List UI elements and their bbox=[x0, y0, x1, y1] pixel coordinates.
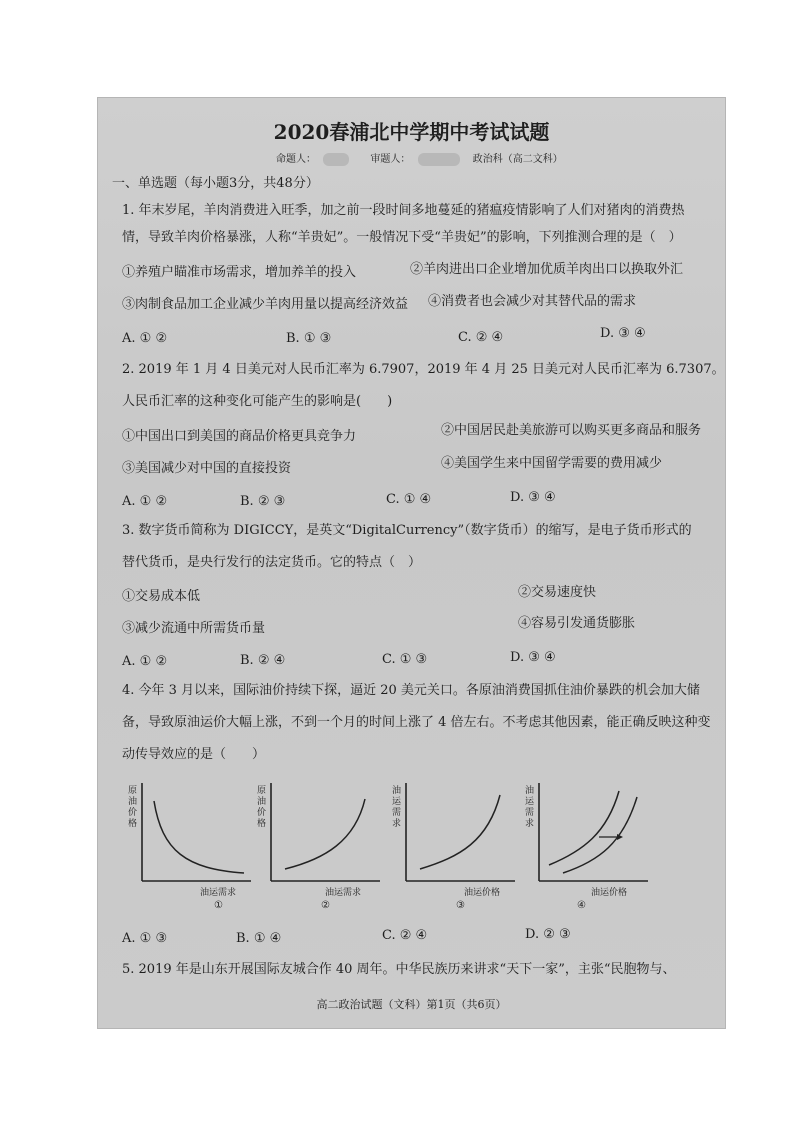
q4-choice-c: C. ② ④ bbox=[382, 928, 428, 943]
graph-4-ylabel-c1: 油 bbox=[525, 786, 535, 796]
graph-3-number: ③ bbox=[456, 900, 465, 911]
q2-option-2: ②中国居民赴美旅游可以购买更多商品和服务 bbox=[441, 423, 702, 438]
graph-2-ylabel-c4: 格 bbox=[257, 819, 267, 829]
graph-2-xlabel: 油运需求 bbox=[325, 888, 362, 898]
q1-option-2: ②羊肉进出口企业增加优质羊肉出口以换取外汇 bbox=[410, 262, 684, 277]
graph-4-ylabel-c2: 运 bbox=[525, 797, 535, 807]
q2-option-3: ③美国减少对中国的直接投资 bbox=[122, 461, 292, 476]
graph-4-ylabel-c4: 求 bbox=[525, 819, 535, 829]
q1-option-1: ①养殖户瞄准市场需求，增加养羊的投入 bbox=[122, 265, 357, 280]
q2-choice-a: A. ① ② bbox=[122, 494, 168, 509]
q4-choice-d: D. ② ③ bbox=[525, 927, 571, 942]
graph-1-ylabel-c2: 油 bbox=[128, 797, 138, 807]
graph-1-ylabel-c1: 原 bbox=[128, 786, 138, 796]
graph-3-ylabel-c4: 求 bbox=[392, 819, 402, 829]
graph-1-curve bbox=[154, 801, 244, 873]
q4-stem-line2: 备，导致原油运价大幅上涨，不到一个月的时间上涨了 4 倍左右。不考虑其他因素，能正确反映这种变 bbox=[122, 715, 711, 730]
q2-stem-line1: 2. 2019 年 1 月 4 日美元对人民币汇率为 6.7907，2019 年 4 月 25 日美元对人民币汇率为 6.7307。 bbox=[122, 362, 725, 377]
q3-option-2: ②交易速度快 bbox=[518, 585, 597, 600]
q3-option-3: ③减少流通中所需货币量 bbox=[122, 621, 266, 636]
graph-1-ylabel-c3: 价 bbox=[128, 808, 138, 818]
q2-choice-d: D. ③ ④ bbox=[510, 490, 556, 505]
q2-stem-line2: 人民币汇率的这种变化可能产生的影响是( ) bbox=[122, 394, 393, 409]
redaction-mark bbox=[418, 153, 460, 166]
exam-paper bbox=[97, 97, 726, 1029]
q1-choice-d: D. ③ ④ bbox=[600, 326, 646, 341]
graph-2-ylabel-c2: 油 bbox=[257, 797, 267, 807]
graph-1-number: ① bbox=[214, 900, 223, 911]
graph-3-canvas bbox=[390, 781, 520, 911]
q3-stem-line1: 3. 数字货币简称为 DIGICCY，是英文“DigitalCurrency”（数字货币）的缩写，是电子货币形式的 bbox=[122, 523, 692, 538]
q2-choice-c: C. ① ④ bbox=[386, 492, 432, 507]
q1-choice-a: A. ① ② bbox=[122, 331, 168, 346]
q3-choice-b: B. ② ④ bbox=[240, 653, 286, 668]
graph-3-xlabel: 油运价格 bbox=[464, 888, 501, 898]
graph-3-curve bbox=[420, 795, 500, 869]
graph-3-ylabel-c2: 运 bbox=[392, 797, 402, 807]
q1-stem-line2: 情，导致羊肉价格暴涨，人称“羊贵妃”。一般情况下受“羊贵妃”的影响，下列推测合理的是（ ） bbox=[122, 230, 682, 245]
q3-choice-a: A. ① ② bbox=[122, 654, 168, 669]
graph-2-ylabel-c1: 原 bbox=[257, 786, 267, 796]
q2-option-4: ④美国学生来中国留学需要的费用减少 bbox=[441, 456, 663, 471]
exam-meta bbox=[276, 152, 563, 168]
graph-4-curve-shifted bbox=[563, 797, 637, 873]
q1-choice-c: C. ② ④ bbox=[458, 330, 504, 345]
q2-choice-b: B. ② ③ bbox=[240, 494, 286, 509]
graph-2-number: ② bbox=[321, 900, 330, 911]
q2-option-1: ①中国出口到美国的商品价格更具竞争力 bbox=[122, 429, 357, 444]
q1-option-3: ③肉制食品加工企业减少羊肉用量以提高经济效益 bbox=[122, 297, 409, 312]
author-label: 命题人： bbox=[276, 154, 316, 165]
q3-choice-c: C. ① ③ bbox=[382, 652, 428, 667]
page-title: 2020春浦北中学期中考试试题 bbox=[273, 120, 550, 144]
graph-2-ylabel-c3: 价 bbox=[257, 808, 267, 818]
graph-4-ylabel-c3: 需 bbox=[525, 808, 535, 818]
graph-1-canvas bbox=[126, 781, 256, 911]
q4-choice-a: A. ① ③ bbox=[122, 931, 168, 946]
subject-label: 政治科（高二文科） bbox=[472, 154, 563, 165]
graph-4-curve-original bbox=[549, 791, 619, 865]
graph-4-number: ④ bbox=[577, 900, 586, 911]
graph-4-xlabel: 油运价格 bbox=[591, 888, 628, 898]
q4-choice-b: B. ① ④ bbox=[236, 931, 282, 946]
q3-choice-d: D. ③ ④ bbox=[510, 650, 556, 665]
q1-option-4: ④消费者也会减少对其替代品的需求 bbox=[428, 294, 637, 309]
q4-stem-line1: 4. 今年 3 月以来，国际油价持续下探，逼近 20 美元关口。各原油消费国抓住油价暴跌的机会加大储 bbox=[122, 683, 700, 698]
q3-option-1: ①交易成本低 bbox=[122, 589, 201, 604]
graph-3-ylabel-c3: 需 bbox=[392, 808, 402, 818]
q1-stem-line1: 1. 年末岁尾，羊肉消费进入旺季，加之前一段时间多地蔓延的猪瘟疫情影响了人们对猪肉的消费热 bbox=[122, 203, 685, 218]
q3-stem-line2: 替代货币，是央行发行的法定货币。它的特点（ ） bbox=[122, 555, 422, 570]
reviewer-label: 审题人： bbox=[370, 154, 411, 165]
graph-3-ylabel-c1: 油 bbox=[392, 786, 402, 796]
graph-4 bbox=[523, 781, 653, 911]
q4-stem-line3: 动传导效应的是（ ） bbox=[122, 747, 266, 762]
graph-4-canvas bbox=[523, 781, 653, 911]
q3-option-4: ④容易引发通货膨胀 bbox=[518, 616, 636, 631]
section-heading: 一、单选题（每小题3分，共48分） bbox=[112, 176, 319, 191]
graph-2-curve bbox=[285, 799, 365, 869]
q5-stem-line1: 5. 2019 年是山东开展国际友城合作 40 周年。中华民族历来讲求“天下一家”，主张“民胞物与、 bbox=[122, 962, 676, 977]
graph-1-ylabel-c4: 格 bbox=[128, 819, 138, 829]
graph-1-xlabel: 油运需求 bbox=[200, 888, 237, 898]
graph-2-canvas bbox=[255, 781, 385, 911]
redaction-mark bbox=[323, 153, 349, 166]
page-footer: 高二政治试题（文科）第1页（共6页） bbox=[316, 998, 507, 1011]
graph-1 bbox=[126, 781, 256, 911]
q1-choice-b: B. ① ③ bbox=[286, 331, 332, 346]
graph-2 bbox=[255, 781, 385, 911]
graph-3 bbox=[390, 781, 520, 911]
